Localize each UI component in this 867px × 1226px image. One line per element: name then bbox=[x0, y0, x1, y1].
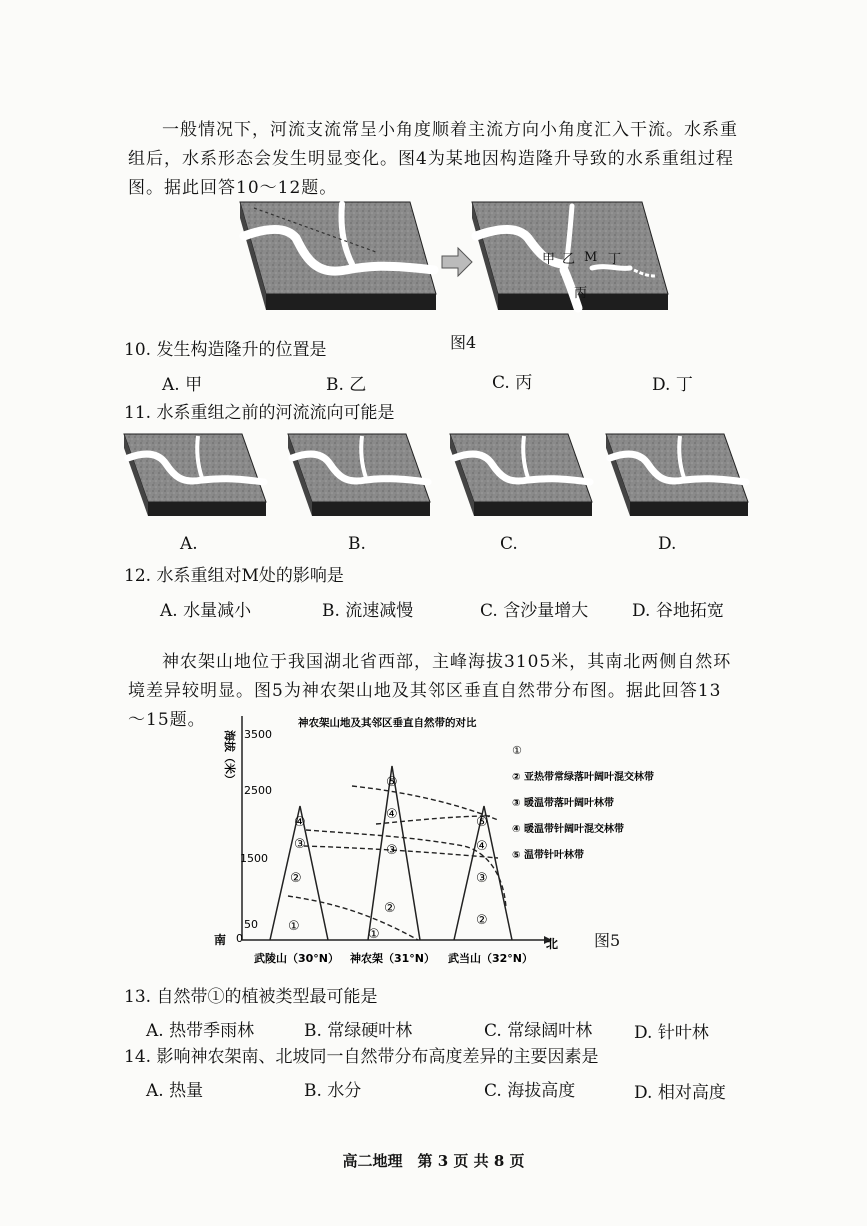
fig5-south-label: 南 bbox=[214, 933, 227, 947]
q11-figure-b bbox=[288, 434, 430, 516]
q14-option-d: D. 相对高度 bbox=[634, 1083, 726, 1103]
zone-mark-4-wudang: ④ bbox=[476, 839, 488, 854]
fig5-legend-1: ① bbox=[512, 744, 522, 757]
q12-option-b: B. 流速减慢 bbox=[322, 601, 414, 621]
fig4-label-ding: 丁 bbox=[608, 252, 622, 267]
fig4-label-yi: 乙 bbox=[562, 252, 576, 267]
q11-option-figures bbox=[122, 430, 752, 522]
q14-option-b: B. 水分 bbox=[304, 1081, 362, 1101]
fig4-label-m: M bbox=[584, 250, 598, 265]
zone-mark-5-shennongjia: ⑤ bbox=[386, 775, 398, 790]
zone-mark-1-shennongjia: ① bbox=[368, 927, 380, 942]
fig5-mountain-label-shennongjia: 神农架（31°N） bbox=[350, 952, 436, 965]
zone-mark-4-wuling: ④ bbox=[294, 815, 306, 830]
q12-option-d: D. 谷地拓宽 bbox=[632, 601, 724, 621]
fig5-ytick-2500: 2500 bbox=[244, 784, 272, 797]
q11-option-c: C. bbox=[500, 534, 518, 554]
fig5-title: 神农架山地及其邻区垂直自然带的对比 bbox=[298, 717, 477, 729]
fig5-ytick-0: 0 bbox=[236, 932, 243, 945]
fig5-legend-5: ⑤ 温带针叶林带 bbox=[512, 850, 584, 861]
figure-4 bbox=[236, 198, 666, 328]
fig4-caption: 图4 bbox=[450, 333, 477, 352]
q11-option-a: A. bbox=[180, 534, 198, 554]
zone-mark-5-wudang: ⑤ bbox=[476, 815, 488, 830]
q14-option-a: A. 热量 bbox=[146, 1081, 204, 1101]
q12-option-a: A. 水量减小 bbox=[160, 601, 252, 621]
q11-figure-a bbox=[124, 434, 266, 516]
q13-option-b: B. 常绿硬叶林 bbox=[304, 1021, 413, 1041]
fig4-label-jia: 甲 bbox=[542, 252, 556, 267]
q13-option-a: A. 热带季雨林 bbox=[146, 1021, 255, 1041]
q13-option-c: C. 常绿阔叶林 bbox=[484, 1021, 593, 1041]
zone-mark-4-shennongjia: ④ bbox=[386, 807, 398, 822]
fig5-legend-3: ③ 暖温带落叶阔叶林带 bbox=[512, 798, 614, 809]
intro-paragraph-1: 一般情况下，河流支流常呈小角度顺着主流方向小角度汇入干流。水系重组后，水系形态会发生明显变化。图4为某地因构造隆升导致的水系重组过程图。据此回答10～12题。 bbox=[128, 120, 738, 198]
q11-figure-c bbox=[450, 434, 592, 516]
question-12-stem: 12. 水系重组对M处的影响是 bbox=[124, 566, 344, 586]
fig5-mountain-label-wudang: 武当山（32°N） bbox=[448, 952, 534, 965]
page-footer: 高二地理 第 3 页 共 8 页 bbox=[342, 1152, 525, 1170]
question-10-stem: 10. 发生构造隆升的位置是 bbox=[124, 340, 327, 360]
q11-figure-d bbox=[606, 434, 748, 516]
q11-option-d: D. bbox=[658, 534, 677, 554]
q10-option-a: A. 甲 bbox=[162, 375, 203, 395]
intro-paragraph-2: 神农架山地位于我国湖北省西部，主峰海拔3105米，其南北两侧自然环境差异较明显。图5为神农架山地及其邻区垂直自然带分布图。据此回答13～15题。 bbox=[128, 652, 732, 730]
fig5-legend-2: ② 亚热带常绿落叶阔叶混交林带 bbox=[512, 772, 654, 783]
question-11-stem: 11. 水系重组之前的河流流向可能是 bbox=[124, 403, 395, 423]
boundary-1 bbox=[288, 896, 418, 940]
q13-option-d: D. 针叶林 bbox=[634, 1023, 709, 1043]
fig5-mountain-label-wuling: 武陵山（30°N） bbox=[254, 952, 340, 965]
fig5-legend-4: ④ 暖温带针阔叶混交林带 bbox=[512, 824, 624, 835]
zone-mark-3-wuling: ③ bbox=[294, 837, 306, 852]
fig5-y-label: 海拔（米） bbox=[223, 730, 236, 785]
zone-mark-3-shennongjia: ③ bbox=[386, 843, 398, 858]
fig4-arrow bbox=[442, 248, 472, 276]
fig5-ytick-3500: 3500 bbox=[244, 728, 272, 741]
q10-option-c: C. 丙 bbox=[492, 373, 533, 393]
fig5-ytick-1500: 1500 bbox=[240, 852, 268, 865]
zone-mark-3-wudang: ③ bbox=[476, 871, 488, 886]
zone-mark-2-shennongjia: ② bbox=[384, 901, 396, 916]
fig5-north-label: 北 bbox=[546, 937, 559, 951]
fig5-caption: 图5 bbox=[594, 931, 621, 950]
fig5-ytick-50: 50 bbox=[244, 918, 258, 931]
question-13-stem: 13. 自然带①的植被类型最可能是 bbox=[124, 987, 378, 1007]
zone-mark-2-wudang: ② bbox=[476, 913, 488, 928]
fig4-block-before bbox=[240, 202, 436, 310]
question-14-stem: 14. 影响神农架南、北坡同一自然带分布高度差异的主要因素是 bbox=[124, 1047, 599, 1067]
q14-option-c: C. 海拔高度 bbox=[484, 1081, 576, 1101]
q10-option-d: D. 丁 bbox=[652, 375, 693, 395]
fig4-label-bing: 丙 bbox=[574, 286, 588, 301]
q12-option-c: C. 含沙量增大 bbox=[480, 601, 589, 621]
q11-option-b: B. bbox=[348, 534, 366, 554]
zone-mark-2-wuling: ② bbox=[290, 871, 302, 886]
q10-option-b: B. 乙 bbox=[326, 375, 367, 395]
zone-mark-1-wuling: ① bbox=[288, 919, 300, 934]
